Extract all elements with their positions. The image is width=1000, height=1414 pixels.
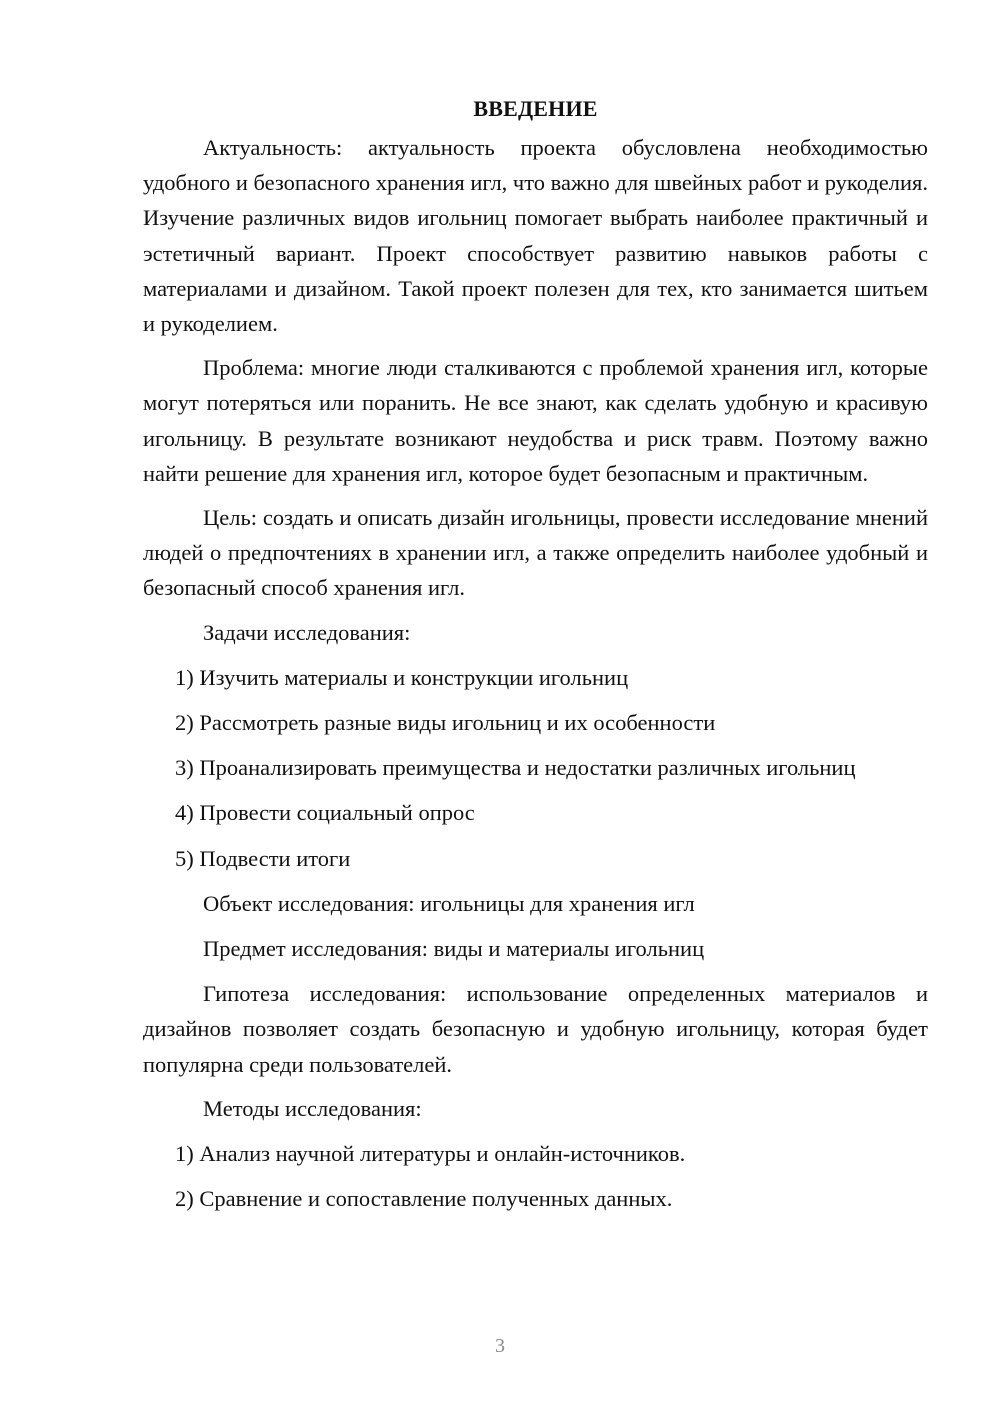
method-item: 1) Анализ научной литературы и онлайн-источников. (175, 1141, 686, 1167)
page-number: 3 (495, 1335, 505, 1357)
task-item: 3) Проанализировать преимущества и недостатки различных игольниц (175, 755, 856, 781)
tasks-heading: Задачи исследования: (203, 619, 411, 645)
page-title: ВВЕДЕНИЕ (473, 96, 598, 121)
hypothesis-paragraph: Гипотеза исследования: использование определенных материалов и дизайнов позволяет создать безопасную и удобную игольницу, которая будет популярна среди пользователей. (143, 981, 928, 1077)
task-item: 5) Подвести итоги (175, 845, 351, 871)
task-item: 4) Провести социальный опрос (175, 800, 475, 826)
task-item: 1) Изучить материалы и конструкции игольниц (175, 664, 629, 690)
goal-paragraph: Цель: создать и описать дизайн игольницы, провести исследование мнений людей о предпочтениях в хранении игл, а также определить наиболее удобный и безопасный способ хранения игл. (143, 505, 928, 601)
research-object: Объект исследования: игольницы для хранения игл (203, 890, 695, 916)
relevance-paragraph: Актуальность: актуальность проекта обусловлена необходимостью удобного и безопасного хранения игл, что важно для швейных работ и рукоделия. Изучение различных видов игольниц помогает выбрать наиболее практичный и эстетичный вариант. Проект способствует развитию навыков работы с материалами и дизайном. Такой проект полезен для тех, кто занимается шитьем и рукоделием. (143, 135, 928, 337)
research-subject: Предмет исследования: виды и материалы игольниц (203, 936, 705, 962)
methods-heading: Методы исследования: (203, 1095, 422, 1121)
problem-paragraph: Проблема: многие люди сталкиваются с проблемой хранения игл, которые могут потеряться или поранить. Не все знают, как сделать удобную и красивую игольницу. В результате возникают неудобства и риск травм. Поэтому важно найти решение для хранения игл, которое будет безопасным и практичным. (143, 355, 928, 486)
method-item: 2) Сравнение и сопоставление полученных данных. (175, 1186, 673, 1212)
document-page (143, 94, 928, 1226)
task-item: 2) Рассмотреть разные виды игольниц и их особенности (175, 710, 716, 736)
